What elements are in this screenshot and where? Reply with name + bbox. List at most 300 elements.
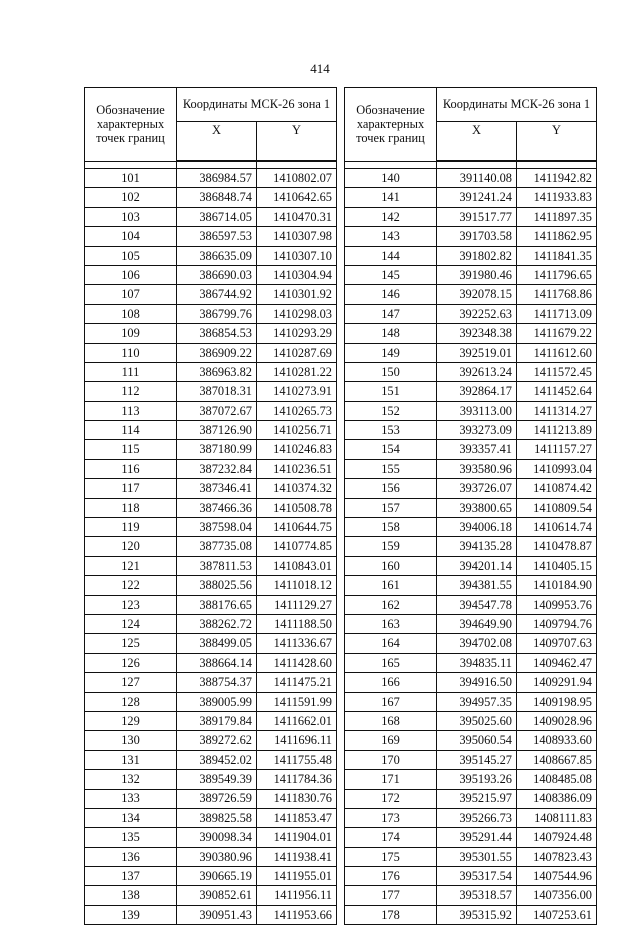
x-coordinate-cell: 386909.22 — [177, 343, 257, 362]
point-number-cell: 141 — [345, 188, 437, 207]
point-number-cell: 108 — [85, 304, 177, 323]
y-coordinate-cell: 1410614.74 — [517, 518, 597, 537]
table-row — [345, 886, 597, 905]
point-number-cell: 128 — [85, 692, 177, 711]
table-row — [85, 265, 337, 284]
table-row — [345, 808, 597, 827]
y-coordinate-cell: 1410809.54 — [517, 498, 597, 517]
x-coordinate-cell: 387598.04 — [177, 518, 257, 537]
x-coordinate-cell: 389825.58 — [177, 808, 257, 827]
x-coordinate-cell: 386635.09 — [177, 246, 257, 265]
point-number-cell: 133 — [85, 789, 177, 808]
y-coordinate-cell: 1411956.11 — [257, 886, 337, 905]
x-coordinate-cell: 391241.24 — [437, 188, 517, 207]
y-coordinate-cell: 1411933.83 — [517, 188, 597, 207]
y-coordinate-cell: 1409953.76 — [517, 595, 597, 614]
table-row — [85, 479, 337, 498]
y-coordinate-cell: 1408111.83 — [517, 808, 597, 827]
point-number-cell: 103 — [85, 207, 177, 226]
table-row — [85, 867, 337, 886]
point-number-cell: 158 — [345, 518, 437, 537]
coordinates-header: Координаты МСК-26 зона 1 — [177, 88, 337, 122]
x-coordinate-cell: 386854.53 — [177, 324, 257, 343]
point-number-cell: 118 — [85, 498, 177, 517]
table-row — [345, 847, 597, 866]
table-row — [345, 537, 597, 556]
point-number-cell: 143 — [345, 227, 437, 246]
x-coordinate-cell: 392864.17 — [437, 382, 517, 401]
table-row — [345, 401, 597, 420]
table-row — [85, 459, 337, 478]
x-coordinate-cell: 387018.31 — [177, 382, 257, 401]
point-number-cell: 145 — [345, 265, 437, 284]
x-coordinate-cell: 395145.27 — [437, 750, 517, 769]
x-coordinate-cell: 389179.84 — [177, 711, 257, 730]
point-number-cell: 151 — [345, 382, 437, 401]
page-number: 414 — [310, 61, 330, 76]
x-coordinate-cell: 386714.05 — [177, 207, 257, 226]
table-row — [85, 886, 337, 905]
x-column-header: X — [177, 122, 257, 162]
table-row — [85, 518, 337, 537]
x-coordinate-cell: 392078.15 — [437, 285, 517, 304]
y-coordinate-cell: 1411612.60 — [517, 343, 597, 362]
table-row — [345, 498, 597, 517]
table-row — [345, 459, 597, 478]
x-coordinate-cell: 387735.08 — [177, 537, 257, 556]
table-row — [85, 537, 337, 556]
point-number-cell: 119 — [85, 518, 177, 537]
x-coordinate-cell: 386963.82 — [177, 362, 257, 381]
point-number-cell: 121 — [85, 556, 177, 575]
point-number-cell: 156 — [345, 479, 437, 498]
x-column-header: X — [437, 122, 517, 162]
table-row — [85, 440, 337, 459]
y-coordinate-cell: 1410774.85 — [257, 537, 337, 556]
point-number-cell: 117 — [85, 479, 177, 498]
x-coordinate-cell: 395301.55 — [437, 847, 517, 866]
x-coordinate-cell: 392252.63 — [437, 304, 517, 323]
point-number-cell: 173 — [345, 808, 437, 827]
y-coordinate-cell: 1411897.35 — [517, 207, 597, 226]
y-coordinate-cell: 1411953.66 — [257, 905, 337, 924]
table-row — [85, 673, 337, 692]
point-number-cell: 124 — [85, 614, 177, 633]
table-row — [345, 324, 597, 343]
x-coordinate-cell: 394201.14 — [437, 556, 517, 575]
point-number-cell: 178 — [345, 905, 437, 924]
y-coordinate-cell: 1411955.01 — [257, 867, 337, 886]
point-number-cell: 113 — [85, 401, 177, 420]
x-coordinate-cell: 389726.59 — [177, 789, 257, 808]
table-row — [85, 246, 337, 265]
table-row — [85, 770, 337, 789]
x-coordinate-cell: 387072.67 — [177, 401, 257, 420]
point-number-cell: 155 — [345, 459, 437, 478]
y-coordinate-cell: 1408667.85 — [517, 750, 597, 769]
table-row — [345, 421, 597, 440]
x-coordinate-cell: 394649.90 — [437, 614, 517, 633]
table-row — [85, 324, 337, 343]
table-row — [85, 227, 337, 246]
point-number-cell: 134 — [85, 808, 177, 827]
y-coordinate-cell: 1411938.41 — [257, 847, 337, 866]
y-coordinate-cell: 1411696.11 — [257, 731, 337, 750]
point-number-cell: 107 — [85, 285, 177, 304]
table-row — [85, 653, 337, 672]
x-coordinate-cell: 393726.07 — [437, 479, 517, 498]
table-row — [345, 828, 597, 847]
y-coordinate-cell: 1409462.47 — [517, 653, 597, 672]
x-coordinate-cell: 386799.76 — [177, 304, 257, 323]
y-coordinate-cell: 1411336.67 — [257, 634, 337, 653]
point-number-cell: 170 — [345, 750, 437, 769]
x-coordinate-cell: 395215.97 — [437, 789, 517, 808]
x-coordinate-cell: 388262.72 — [177, 614, 257, 633]
designation-header: Обозначение характерных точек границ — [345, 88, 437, 162]
x-coordinate-cell: 389272.62 — [177, 731, 257, 750]
point-number-cell: 126 — [85, 653, 177, 672]
y-coordinate-cell: 1407924.48 — [517, 828, 597, 847]
y-coordinate-cell: 1410281.22 — [257, 362, 337, 381]
y-coordinate-cell: 1411188.50 — [257, 614, 337, 633]
point-number-cell: 175 — [345, 847, 437, 866]
point-number-cell: 137 — [85, 867, 177, 886]
table-row — [345, 362, 597, 381]
x-coordinate-cell: 391517.77 — [437, 207, 517, 226]
point-number-cell: 162 — [345, 595, 437, 614]
point-number-cell: 144 — [345, 246, 437, 265]
y-coordinate-cell: 1410287.69 — [257, 343, 337, 362]
point-number-cell: 164 — [345, 634, 437, 653]
table-row — [85, 207, 337, 226]
header-gap-row — [85, 161, 337, 169]
x-coordinate-cell: 394381.55 — [437, 576, 517, 595]
point-number-cell: 165 — [345, 653, 437, 672]
table-row — [345, 770, 597, 789]
point-number-cell: 177 — [345, 886, 437, 905]
table-row — [85, 421, 337, 440]
y-coordinate-cell: 1411830.76 — [257, 789, 337, 808]
x-coordinate-cell: 387466.36 — [177, 498, 257, 517]
x-coordinate-cell: 395060.54 — [437, 731, 517, 750]
x-coordinate-cell: 394916.50 — [437, 673, 517, 692]
table-row — [345, 479, 597, 498]
point-number-cell: 174 — [345, 828, 437, 847]
table-row — [85, 711, 337, 730]
coordinates-table-left — [84, 87, 337, 925]
y-coordinate-cell: 1410307.98 — [257, 227, 337, 246]
point-number-cell: 114 — [85, 421, 177, 440]
table-row — [85, 556, 337, 575]
table-row — [345, 304, 597, 323]
x-coordinate-cell: 386848.74 — [177, 188, 257, 207]
table-row — [85, 576, 337, 595]
table-row — [85, 634, 337, 653]
point-number-cell: 172 — [345, 789, 437, 808]
x-coordinate-cell: 395266.73 — [437, 808, 517, 827]
x-coordinate-cell: 391802.82 — [437, 246, 517, 265]
point-number-cell: 123 — [85, 595, 177, 614]
point-number-cell: 109 — [85, 324, 177, 343]
table-row — [345, 576, 597, 595]
y-coordinate-cell: 1411591.99 — [257, 692, 337, 711]
point-number-cell: 149 — [345, 343, 437, 362]
table-row — [345, 711, 597, 730]
x-coordinate-cell: 394702.08 — [437, 634, 517, 653]
point-number-cell: 138 — [85, 886, 177, 905]
point-number-cell: 112 — [85, 382, 177, 401]
y-coordinate-cell: 1410802.07 — [257, 169, 337, 188]
point-number-cell: 135 — [85, 828, 177, 847]
point-number-cell: 101 — [85, 169, 177, 188]
x-coordinate-cell: 386597.53 — [177, 227, 257, 246]
x-coordinate-cell: 393273.09 — [437, 421, 517, 440]
table-row — [85, 343, 337, 362]
y-coordinate-cell: 1411428.60 — [257, 653, 337, 672]
table-row — [85, 285, 337, 304]
point-number-cell: 129 — [85, 711, 177, 730]
x-coordinate-cell: 392348.38 — [437, 324, 517, 343]
table-row — [85, 750, 337, 769]
x-coordinate-cell: 395317.54 — [437, 867, 517, 886]
point-number-cell: 104 — [85, 227, 177, 246]
table-row — [345, 653, 597, 672]
y-coordinate-cell: 1409291.94 — [517, 673, 597, 692]
point-number-cell: 127 — [85, 673, 177, 692]
point-number-cell: 171 — [345, 770, 437, 789]
y-coordinate-cell: 1407253.61 — [517, 905, 597, 924]
x-coordinate-cell: 390665.19 — [177, 867, 257, 886]
point-number-cell: 125 — [85, 634, 177, 653]
table-row — [345, 343, 597, 362]
y-column-header: Y — [257, 122, 337, 162]
table-row — [345, 750, 597, 769]
x-coordinate-cell: 394006.18 — [437, 518, 517, 537]
y-coordinate-cell: 1410301.92 — [257, 285, 337, 304]
point-number-cell: 140 — [345, 169, 437, 188]
y-coordinate-cell: 1408485.08 — [517, 770, 597, 789]
table-row — [345, 440, 597, 459]
coordinates-table-right — [344, 87, 597, 925]
y-coordinate-cell: 1408933.60 — [517, 731, 597, 750]
table-row — [345, 595, 597, 614]
y-coordinate-cell: 1411841.35 — [517, 246, 597, 265]
table-row — [85, 382, 337, 401]
point-number-cell: 142 — [345, 207, 437, 226]
designation-header: Обозначение характерных точек границ — [85, 88, 177, 162]
x-coordinate-cell: 394135.28 — [437, 537, 517, 556]
header-gap-row — [345, 161, 597, 169]
x-coordinate-cell: 388176.65 — [177, 595, 257, 614]
y-coordinate-cell: 1411904.01 — [257, 828, 337, 847]
table-row — [345, 382, 597, 401]
x-coordinate-cell: 389452.02 — [177, 750, 257, 769]
point-number-cell: 115 — [85, 440, 177, 459]
y-coordinate-cell: 1410405.15 — [517, 556, 597, 575]
point-number-cell: 110 — [85, 343, 177, 362]
y-coordinate-cell: 1411572.45 — [517, 362, 597, 381]
x-coordinate-cell: 395025.60 — [437, 711, 517, 730]
y-coordinate-cell: 1411475.21 — [257, 673, 337, 692]
x-coordinate-cell: 393800.65 — [437, 498, 517, 517]
table-row — [85, 847, 337, 866]
y-coordinate-cell: 1408386.09 — [517, 789, 597, 808]
point-number-cell: 105 — [85, 246, 177, 265]
x-coordinate-cell: 392613.24 — [437, 362, 517, 381]
point-number-cell: 161 — [345, 576, 437, 595]
x-coordinate-cell: 387811.53 — [177, 556, 257, 575]
y-coordinate-cell: 1411314.27 — [517, 401, 597, 420]
y-coordinate-cell: 1410843.01 — [257, 556, 337, 575]
x-coordinate-cell: 395318.57 — [437, 886, 517, 905]
y-coordinate-cell: 1411213.89 — [517, 421, 597, 440]
x-coordinate-cell: 391980.46 — [437, 265, 517, 284]
y-coordinate-cell: 1410184.90 — [517, 576, 597, 595]
point-number-cell: 139 — [85, 905, 177, 924]
x-coordinate-cell: 390380.96 — [177, 847, 257, 866]
table-row — [345, 188, 597, 207]
point-number-cell: 159 — [345, 537, 437, 556]
x-coordinate-cell: 388499.05 — [177, 634, 257, 653]
y-coordinate-cell: 1407544.96 — [517, 867, 597, 886]
table-row — [345, 227, 597, 246]
point-number-cell: 102 — [85, 188, 177, 207]
x-coordinate-cell: 395291.44 — [437, 828, 517, 847]
table-row — [345, 789, 597, 808]
y-coordinate-cell: 1410265.73 — [257, 401, 337, 420]
table-row — [345, 285, 597, 304]
x-coordinate-cell: 391140.08 — [437, 169, 517, 188]
x-coordinate-cell: 395315.92 — [437, 905, 517, 924]
y-coordinate-cell: 1411862.95 — [517, 227, 597, 246]
y-coordinate-cell: 1411129.27 — [257, 595, 337, 614]
y-coordinate-cell: 1409198.95 — [517, 692, 597, 711]
y-coordinate-cell: 1410246.83 — [257, 440, 337, 459]
table-row — [345, 867, 597, 886]
table-row — [85, 595, 337, 614]
y-coordinate-cell: 1411157.27 — [517, 440, 597, 459]
y-coordinate-cell: 1411662.01 — [257, 711, 337, 730]
coordinates-header: Координаты МСК-26 зона 1 — [437, 88, 597, 122]
y-coordinate-cell: 1411755.48 — [257, 750, 337, 769]
y-coordinate-cell: 1411784.36 — [257, 770, 337, 789]
table-row — [345, 556, 597, 575]
x-coordinate-cell: 388664.14 — [177, 653, 257, 672]
table-row — [345, 518, 597, 537]
point-number-cell: 168 — [345, 711, 437, 730]
point-number-cell: 136 — [85, 847, 177, 866]
y-coordinate-cell: 1411018.12 — [257, 576, 337, 595]
x-coordinate-cell: 394835.11 — [437, 653, 517, 672]
table-row — [345, 634, 597, 653]
point-number-cell: 146 — [345, 285, 437, 304]
x-coordinate-cell: 394957.35 — [437, 692, 517, 711]
table-row — [345, 207, 597, 226]
y-coordinate-cell: 1409707.63 — [517, 634, 597, 653]
point-number-cell: 120 — [85, 537, 177, 556]
point-number-cell: 169 — [345, 731, 437, 750]
y-coordinate-cell: 1410256.71 — [257, 421, 337, 440]
table-row — [345, 673, 597, 692]
point-number-cell: 122 — [85, 576, 177, 595]
table-row — [85, 304, 337, 323]
table-row — [345, 731, 597, 750]
x-coordinate-cell: 393113.00 — [437, 401, 517, 420]
x-coordinate-cell: 391703.58 — [437, 227, 517, 246]
x-coordinate-cell: 394547.78 — [437, 595, 517, 614]
point-number-cell: 106 — [85, 265, 177, 284]
x-coordinate-cell: 389549.39 — [177, 770, 257, 789]
point-number-cell: 147 — [345, 304, 437, 323]
point-number-cell: 130 — [85, 731, 177, 750]
y-coordinate-cell: 1410304.94 — [257, 265, 337, 284]
x-coordinate-cell: 387126.90 — [177, 421, 257, 440]
point-number-cell: 166 — [345, 673, 437, 692]
x-coordinate-cell: 393580.96 — [437, 459, 517, 478]
y-coordinate-cell: 1409028.96 — [517, 711, 597, 730]
x-coordinate-cell: 389005.99 — [177, 692, 257, 711]
y-coordinate-cell: 1410293.29 — [257, 324, 337, 343]
point-number-cell: 154 — [345, 440, 437, 459]
x-coordinate-cell: 386690.03 — [177, 265, 257, 284]
table-row — [345, 692, 597, 711]
point-number-cell: 157 — [345, 498, 437, 517]
table-row — [345, 265, 597, 284]
table-row — [345, 614, 597, 633]
point-number-cell: 148 — [345, 324, 437, 343]
x-coordinate-cell: 388025.56 — [177, 576, 257, 595]
y-coordinate-cell: 1411853.47 — [257, 808, 337, 827]
x-coordinate-cell: 393357.41 — [437, 440, 517, 459]
x-coordinate-cell: 390951.43 — [177, 905, 257, 924]
y-coordinate-cell: 1409794.76 — [517, 614, 597, 633]
y-coordinate-cell: 1407356.00 — [517, 886, 597, 905]
table-row — [85, 808, 337, 827]
point-number-cell: 176 — [345, 867, 437, 886]
table-row — [85, 169, 337, 188]
y-coordinate-cell: 1410307.10 — [257, 246, 337, 265]
x-coordinate-cell: 387232.84 — [177, 459, 257, 478]
table-row — [345, 169, 597, 188]
x-coordinate-cell: 390852.61 — [177, 886, 257, 905]
point-number-cell: 131 — [85, 750, 177, 769]
y-coordinate-cell: 1410874.42 — [517, 479, 597, 498]
x-coordinate-cell: 395193.26 — [437, 770, 517, 789]
y-coordinate-cell: 1410642.65 — [257, 188, 337, 207]
y-coordinate-cell: 1410298.03 — [257, 304, 337, 323]
y-coordinate-cell: 1410508.78 — [257, 498, 337, 517]
point-number-cell: 160 — [345, 556, 437, 575]
y-coordinate-cell: 1410236.51 — [257, 459, 337, 478]
y-coordinate-cell: 1410470.31 — [257, 207, 337, 226]
table-row — [85, 188, 337, 207]
x-coordinate-cell: 387346.41 — [177, 479, 257, 498]
point-number-cell: 116 — [85, 459, 177, 478]
y-coordinate-cell: 1407823.43 — [517, 847, 597, 866]
y-coordinate-cell: 1411768.86 — [517, 285, 597, 304]
point-number-cell: 132 — [85, 770, 177, 789]
point-number-cell: 167 — [345, 692, 437, 711]
x-coordinate-cell: 392519.01 — [437, 343, 517, 362]
y-coordinate-cell: 1410993.04 — [517, 459, 597, 478]
y-column-header: Y — [517, 122, 597, 162]
point-number-cell: 150 — [345, 362, 437, 381]
table-row — [85, 614, 337, 633]
y-coordinate-cell: 1411452.64 — [517, 382, 597, 401]
y-coordinate-cell: 1410644.75 — [257, 518, 337, 537]
table-row — [85, 401, 337, 420]
